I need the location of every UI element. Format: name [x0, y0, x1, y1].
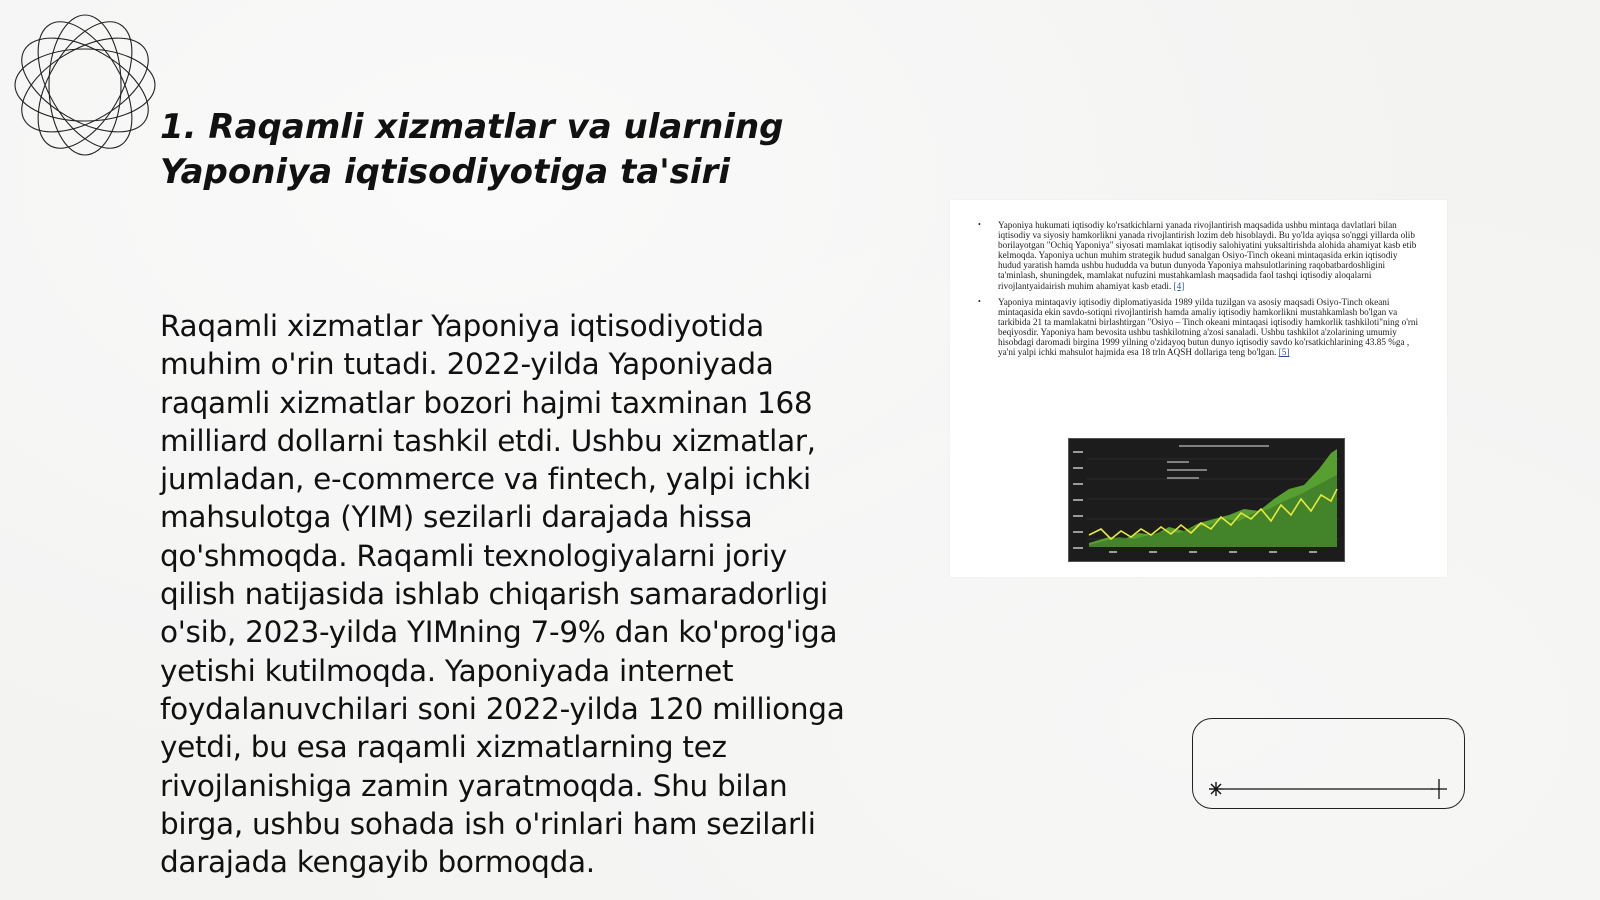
slide-title: 1. Raqamli xizmatlar va ularning Yaponiya iqtisodiyotiga ta'siri	[160, 107, 784, 192]
document-screenshot-image	[950, 200, 1447, 577]
document-paragraph	[976, 220, 1421, 291]
embedded-chart-graphic	[1069, 439, 1344, 561]
reference-link: [5]	[1278, 347, 1290, 358]
slide-body-text: Raqamli xizmatlar Yaponiya iqtisodiyotida muhim o'rin tutadi. 2022-yilda Yaponiyada raqamli xizmatlar bozori hajmi taxminan 168 milliard dollarni tashkil etdi. Ushbu xizmatlar, jumladan, e-commerce va fintech, yalpi ichki mahsulotga (YIM) sezilarli darajada hissa qo'shmoqda. Raqamli texnologiyalarni joriy qilish natijasida ishlab chiqarish samaradorligi o'sib, 2023-yilda YIMning 7-9% dan ko'prog'iga yetishi kutilmoqda. Yaponiyada internet foydalanuvchilari soni 2022-yilda 120 millionga yetdi, bu esa raqamli xizmatlarning tez rivojlanishiga zamin yaratmoqda. Shu bilan birga, ushbu sohada ish o'rinlari ham sezilarli darajada kengayib bormoqda.	[160, 309, 845, 880]
embedded-chart-image	[1068, 438, 1345, 562]
document-paragraph-text: Yaponiya mintaqaviy iqtisodiy diplomatiyasida 1989 yilda tuzilgan va asosiy maqsadi Osiyo-Tinch okeani mintaqasida ekin savdo-sotiqni rivojlantirish hamda amaliy iqtisodiy hamkorlikni mustahkamlash bo'lgan va tarkibida 21 ta mamlakatni birlashtirgan "Osiyo – Tinch okeani mintaqasi iqtisodiy hamkorlik tashkiloti"ning o'rni beqiyosdir. Yaponiya ham bevosita ushbu tashkilotning a'zosi sanaladi. Ushbu tashkilot a'zolarining umumiy hisobdagi daromadi birgina 1999 yilning o'zidayoq butun dunyo iqtisodiy savdo ko'rsatkichlarining 43.85 %ga , ya'ni yalpi ichki mahsulot hajmida esa 18 trln AQSH dollariga teng bo'lgan.	[998, 296, 1419, 358]
document-paragraph	[976, 297, 1421, 358]
document-paragraph-text: Yaponiya hukumati iqtisodiy ko'rsatkichlarni yanada rivojlantirish maqsadida ushbu mintaqa davlatlari bilan iqtisodiy va siyosiy hamkorlikni yanada rivojlantirish lozim deb hisoblaydi. Bu yo'lda ayiqsa so'nggi yillarda olib borilayotgan "Ochiq Yaponiya" siyosati mamlakat iqtisodiy salohiyatini yuksaltirishda alohida ahamiyat kasb etib kelmoqda. Yaponiya uchun muhim strategik hudud sanalgan Osiyo-Tinch okeani mintaqasida erkin iqtisodiy hudud yaratish hamda ushbu hududda va butun dunyoda Yaponiya mahsulotlarining raqobatbardoshligini ta'minlash, shuningdek, mamlakat nufuzini mustahkamlash maqsadida faol tashqi iqtisodiy aloqalarni rivojlantyaidairish muhim ahamiyat kasb etadi.	[998, 220, 1417, 291]
reference-link: [4]	[1173, 280, 1185, 291]
decorative-line-card	[1192, 718, 1465, 809]
star-burst-icon	[1209, 782, 1223, 796]
orbit-logo-icon	[10, 10, 160, 160]
sparkle-icon	[1431, 779, 1447, 799]
